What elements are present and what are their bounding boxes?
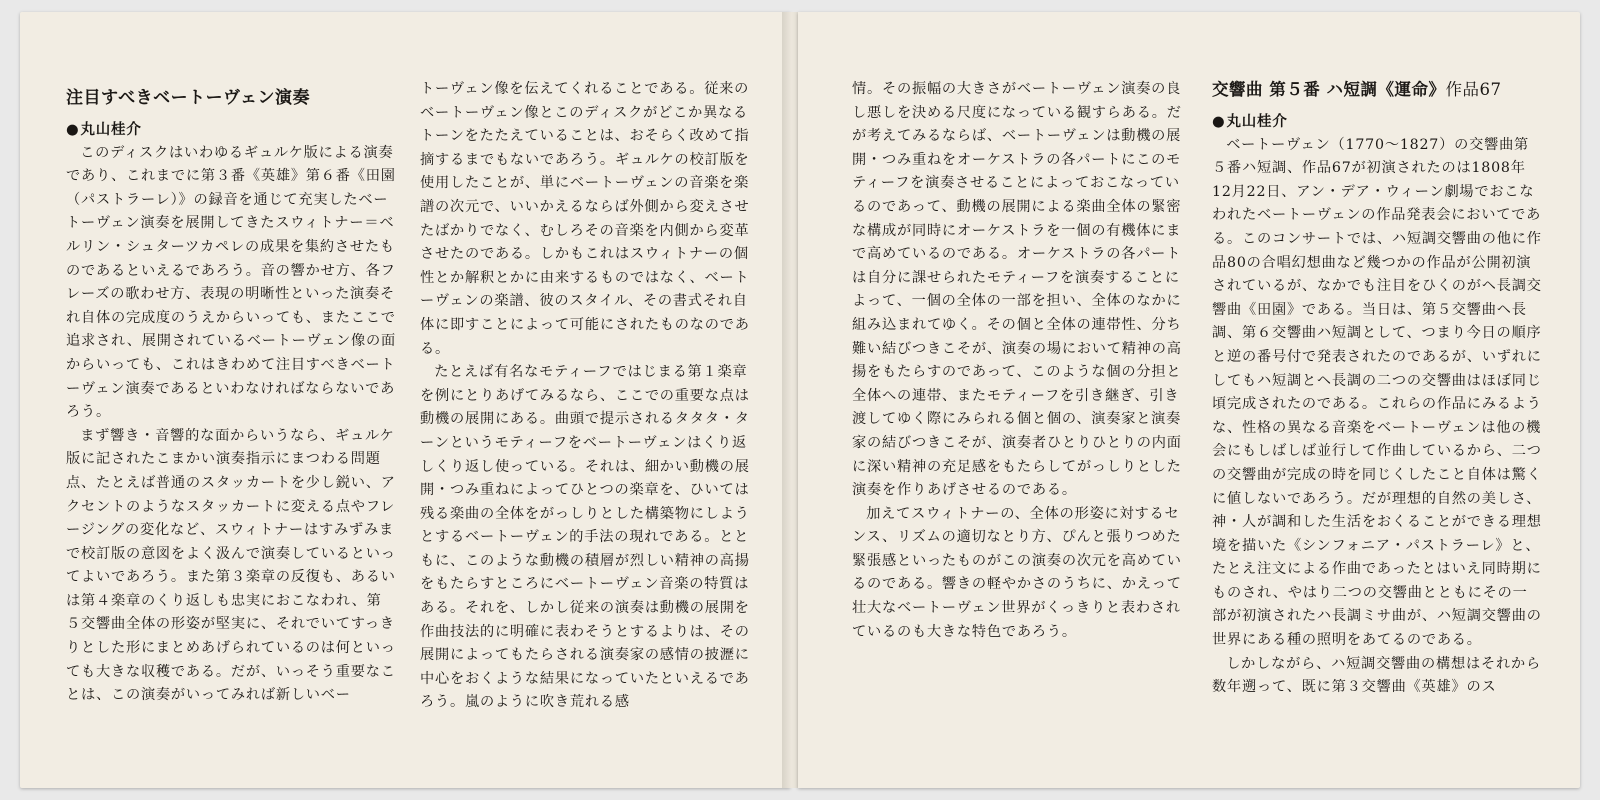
heading-opus: 作品67 [1445, 80, 1502, 99]
article-heading [1212, 78, 1542, 102]
article-heading: 注目すべきベートーヴェン演奏 [66, 88, 310, 108]
paragraph: このディスクはいわゆるギュルケ版による演奏であり、これまでに第３番《英雄》第６番《田園（パストラーレ）》の録音を通じて充実したベートーヴェン演奏を展開してきたスウィトナー＝ベルリン・シュターツカペレの成果を集約させたものであるといえるであろう。音の響かせ方、各フレーズの歌わせ方、表現の明晰性といった演奏それ自体の完成度のうえからいっても、またここで追求され、展開されているベートーヴェン像の面からいっても、これはきわめて注目すべきベートーヴェン演奏であるといわなければならないであろう。 [66, 144, 397, 421]
paragraph: 情。その振幅の大きさがベートーヴェン演奏の良し悪しを決める尺度になっている観すらある。だが考えてみるならば、ベートーヴェンは動機の展開・つみ重ねをオーケストラの各パートにこのモティーフを演奏させることによっておこなっているのであって、動機の展開による楽曲全体の緊密な構成が同時にオーケストラを一個の有機体にまで高めているのである。オーケストラの各パートは自分に課せられたモティーフを演奏することによって、一個の全体の一部を担い、全体のなかに組み込まれてゆく。その個と全体の連帯性、分ち難い結びつきこそが、演奏の場において精神の高揚をもたらすのであって、このような個の分担と全体への連帯、またモティーフを引き継ぎ、引き渡してゆく際にみられる個と個の、演奏家と演奏家の結びつきこそが、演奏者ひとりひとりの内面に深い精神の充足感をもたらしてがっしりとした演奏を作りあげさせるのである。 [852, 81, 1182, 499]
column-4 [1212, 78, 1542, 700]
author-byline: ● 丸山桂介 [1212, 110, 1542, 134]
column-1 [66, 86, 396, 708]
paragraph: トーヴェン像を伝えてくれることである。従来のベートーヴェン像とこのディスクがどこか異なるトーンをたたえていることは、おそらく改めて指摘するまでもないであろう。ギュルケの校訂版を使用したことが、単にベートーヴェンの音楽を楽譜の次元で、いいかえるならば外側から変えさせたばかりでなく、むしろその音楽を内側から変革させたのである。しかもこれはスウィトナーの個性とか解釈とかに由来するものではなく、ベートーヴェンの楽譜、彼のスタイル、その書式それ自体に即すことによって可能にされたものなのである。 [420, 81, 750, 357]
paragraph: たとえば有名なモティーフではじまる第１楽章を例にとりあげてみるなら、ここでの重要な点は動機の展開にある。曲頭で提示されるタタタ・ターンというモティーフをベートーヴェンはくり返しくり返し使っている。それは、細かい動機の展開・つみ重ねによってひとつの楽章を、ひいては残る楽曲の全体をがっしりとした構築物にしようとするベートーヴェン的手法の現れである。とともに、このような動機の積層が烈しい精神の高揚をもたらすところにベートーヴェン音楽の特質はある。それを、しかし従来の演奏は動機の展開を作曲技法的に明確に表わそうとするよりは、その展開によってもたらされる演奏家の感情の披瀝に中心をおくような結果になっていたといえるであろう。嵐のように吹き荒れる感 [420, 364, 750, 711]
paragraph: 加えてスウィトナーの、全体の形姿に対するセンス、リズムの適切なとり方、ぴんと張りつめた緊張感といったものがこの演奏の次元を高めているのである。響きの軽やかさのうちに、かえって壮大なベートーヴェン世界がくっきりと表わされているのも大きな特色であろう。 [852, 505, 1182, 640]
paragraph: まず響き・音響的な面からいうなら、ギュルケ版に記されたこまかい演奏指示にまつわる問題点、たとえば普通のスタッカートを少し鋭い、アクセントのようなスタッカートに変える点やフレージングの変化など、スウィトナーはすみずみまで校訂版の意図をよく汲んで演奏しているといってよいであろう。また第３楽章の反復も、あるいは第４楽章のくり返しも忠実におこなわれ、第５交響曲全体の形姿が堅実に、それでいてすっきりとした形にまとめあげられているのは何といっても大きな収穫である。だが、いっそう重要なことは、この演奏がいってみれば新しいベー [66, 427, 396, 704]
paragraph: ベートーヴェン（1770〜1827）の交響曲第５番ハ短調、作品67が初演されたのは1808年12月22日、アン・デア・ウィーン劇場でおこなわれたベートーヴェンの作品発表会においてである。このコンサートでは、ハ短調交響曲の他に作品80の合唱幻想曲など幾つかの作品が公開初演されているが、なかでも注目をひくのがヘ長調交響曲《田園》である。当日は、第５交響曲ヘ長調、第６交響曲ハ短調として、つまり今日の順序と逆の番号付で発表されたのであるが、いずれにしてもハ短調とヘ長調の二つの交響曲はほぼ同じ頃完成されたのである。これらの作品にみるような、性格の異なる音楽をベートーヴェンは他の機会にもしばしば並行して作曲しているから、二つの交響曲が完成の時を同じくしたこと自体は驚くに値しないであろう。だが理想的自然の美しさ、神・人が調和した生活をおくることができる理想境を描いた《シンフォニア・パストラーレ》と、たとえ注文による作曲であったとはいえ同時期にものされ、やはり二つの交響曲とともにその一部が初演されたハ長調ミサ曲が、ハ短調交響曲の世界にある種の照明をあてるのである。 [1212, 136, 1542, 649]
column-2 [420, 78, 750, 715]
heading-title: 交響曲 第５番 ハ短調《運命》 [1212, 80, 1446, 99]
column-3 [852, 78, 1182, 644]
paragraph: しかしながら、ハ短調交響曲の構想はそれから数年遡って、既に第３交響曲《英雄》のス [1212, 655, 1541, 696]
author-byline: ● 丸山桂介 [66, 118, 396, 142]
